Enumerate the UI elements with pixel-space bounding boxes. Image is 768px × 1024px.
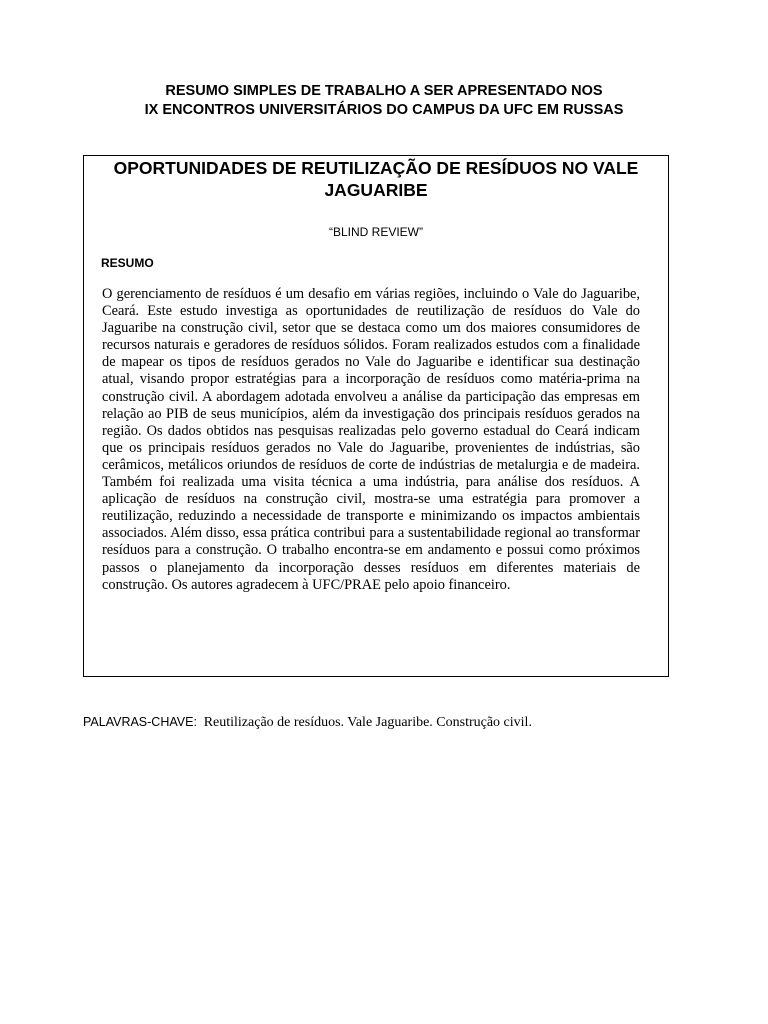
abstract-box [83,155,669,677]
keywords-line [83,713,703,732]
header-line-2: IX ENCONTROS UNIVERSITÁRIOS DO CAMPUS DA UFC EM RUSSAS [144,102,624,118]
keywords-text: Reutilização de resíduos. Vale Jaguaribe. Construção civil. [203,715,532,730]
paper-title-line-2: JAGUARIBE [324,180,428,200]
document-header [0,82,768,120]
header-line-1: RESUMO SIMPLES DE TRABALHO A SER APRESENTADO NOS [165,83,603,99]
abstract-heading: RESUMO [101,256,154,270]
blind-review-note: “BLIND REVIEW” [328,225,423,239]
abstract-text: O gerenciamento de resíduos é um desafio em várias regiões, incluindo o Vale do Jaguaribe, Ceará. Este estudo investiga as oportunidades de reutilização de resíduos do Vale do Jaguaribe na construção civil, setor que se destaca como um dos maiores consumidores de recursos naturais e geradores de resíduos sólidos. Foram realizados estudos com a finalidade de mapear os tipos de resíduos gerados no Vale do Jaguaribe e identificar sua destinação atual, visando propor estratégias para a incorporação de resíduos como matéria-prima na construção civil. A abordagem adotada envolveu a análise da participação das empresas em relação ao PIB de seus municípios, além da investigação dos principais resíduos gerados na região. Os dados obtidos nas pesquisas realizadas pelo governo estadual do Ceará indicam que os principais resíduos gerados no Vale do Jaguaribe, provenientes de indústrias, são cerâmicos, metálicos oriundos de resíduos de corte de indústrias de metalurgia e de madeira. Também foi realizada uma visita técnica a uma indústria, para análise dos resíduos. A aplicação de resíduos na construção civil, mostra-se uma estratégia para promover a reutilização, reduzindo a necessidade de transporte e minimizando os impactos ambientais associados. Além disso, essa prática contribui para a sustentabilidade regional ao transformar resíduos para a construção. O trabalho encontra-se em andamento e possui como próximos passos o planejamento da incorporação desses resíduos em diferentes materiais de construção. Os autores agradecem à UFC/PRAE pelo apoio financeiro. [102,286,640,593]
paper-title [84,156,668,201]
keywords-label: PALAVRAS-CHAVE [83,715,194,729]
paper-title-line-1: OPORTUNIDADES DE REUTILIZAÇÃO DE RESÍDUOS NO VALE [113,158,639,178]
keywords-separator: : [193,715,197,729]
